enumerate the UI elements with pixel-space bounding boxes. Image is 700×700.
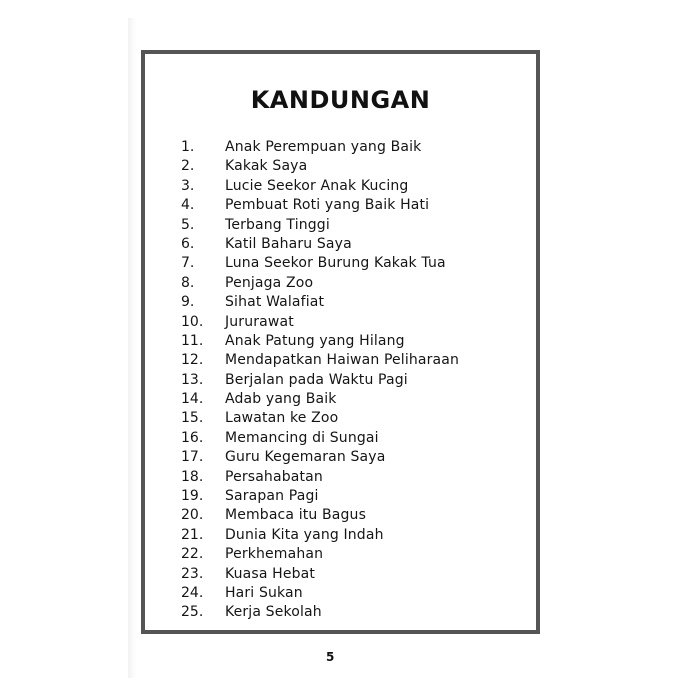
page-title: KANDUNGAN <box>250 86 431 114</box>
list-item <box>181 371 459 390</box>
item-title: Jururawat <box>225 313 294 330</box>
item-number: 24. <box>181 584 204 601</box>
list-item <box>181 565 459 584</box>
item-title: Anak Perempuan yang Baik <box>225 139 422 155</box>
item-number: 4. <box>181 197 195 214</box>
item-title: Lucie Seekor Anak Kucing <box>225 177 409 194</box>
list-item <box>181 254 459 273</box>
list-item <box>181 487 459 506</box>
item-title: Lawatan ke Zoo <box>225 410 339 427</box>
list-item <box>181 429 459 448</box>
item-number: 18. <box>181 468 204 485</box>
item-title: Guru Kegemaran Saya <box>225 449 386 466</box>
list-item <box>181 235 459 254</box>
item-number: 21. <box>181 526 204 543</box>
item-title: Adab yang Baik <box>225 391 337 408</box>
contents-frame <box>141 50 540 634</box>
item-number: 8. <box>181 274 195 291</box>
page-number: 5 <box>326 650 335 664</box>
item-title: Penjaga Zoo <box>225 274 314 291</box>
item-number: 10. <box>181 313 204 330</box>
list-item <box>181 313 459 332</box>
contents-list <box>181 138 459 623</box>
item-number: 20. <box>181 507 204 524</box>
item-number: 11. <box>181 332 204 349</box>
list-item <box>181 196 459 215</box>
item-number: 9. <box>181 294 195 311</box>
list-item <box>181 274 459 293</box>
list-item <box>181 584 459 603</box>
item-number: 25. <box>181 604 204 621</box>
list-item <box>181 603 459 622</box>
list-item <box>181 506 459 525</box>
list-item <box>181 332 459 351</box>
item-number: 12. <box>181 352 204 369</box>
item-title: Kakak Saya <box>225 158 308 175</box>
item-title: Memancing di Sungai <box>225 429 379 446</box>
list-item <box>181 526 459 545</box>
item-number: 22. <box>181 546 204 563</box>
list-item <box>181 468 459 487</box>
list-item <box>181 138 459 157</box>
list-item <box>181 351 459 370</box>
item-number: 3. <box>181 177 195 194</box>
item-number: 5. <box>181 216 195 233</box>
item-number: 19. <box>181 488 204 505</box>
item-title: Membaca itu Bagus <box>225 507 367 524</box>
item-title: Dunia Kita yang Indah <box>225 526 384 543</box>
item-number: 1. <box>181 139 195 155</box>
item-number: 15. <box>181 410 204 427</box>
item-title: Sarapan Pagi <box>225 488 319 505</box>
item-title: Pembuat Roti yang Baik Hati <box>225 197 430 214</box>
list-item <box>181 216 459 235</box>
item-title: Mendapatkan Haiwan Peliharaan <box>225 352 460 369</box>
item-number: 7. <box>181 255 195 272</box>
list-item <box>181 545 459 564</box>
item-title: Perkhemahan <box>225 546 324 563</box>
item-title: Anak Patung yang Hilang <box>225 332 405 349</box>
item-number: 23. <box>181 565 204 582</box>
list-item <box>181 390 459 409</box>
list-item <box>181 448 459 467</box>
item-number: 6. <box>181 235 195 252</box>
item-title: Berjalan pada Waktu Pagi <box>225 371 408 388</box>
page-edge-shadow <box>128 18 136 678</box>
item-title: Hari Sukan <box>225 584 303 601</box>
item-title: Katil Baharu Saya <box>225 235 352 252</box>
item-title: Kuasa Hebat <box>225 565 316 582</box>
item-title: Persahabatan <box>225 468 323 485</box>
item-number: 13. <box>181 371 204 388</box>
list-item <box>181 177 459 196</box>
list-item <box>181 157 459 176</box>
list-item <box>181 293 459 312</box>
list-item <box>181 409 459 428</box>
item-title: Luna Seekor Burung Kakak Tua <box>225 255 446 272</box>
item-number: 16. <box>181 429 204 446</box>
item-number: 17. <box>181 449 204 466</box>
item-number: 14. <box>181 391 204 408</box>
item-title: Sihat Walafiat <box>225 294 325 311</box>
item-number: 2. <box>181 158 195 175</box>
item-title: Terbang Tinggi <box>225 216 330 233</box>
item-title: Kerja Sekolah <box>225 604 322 621</box>
